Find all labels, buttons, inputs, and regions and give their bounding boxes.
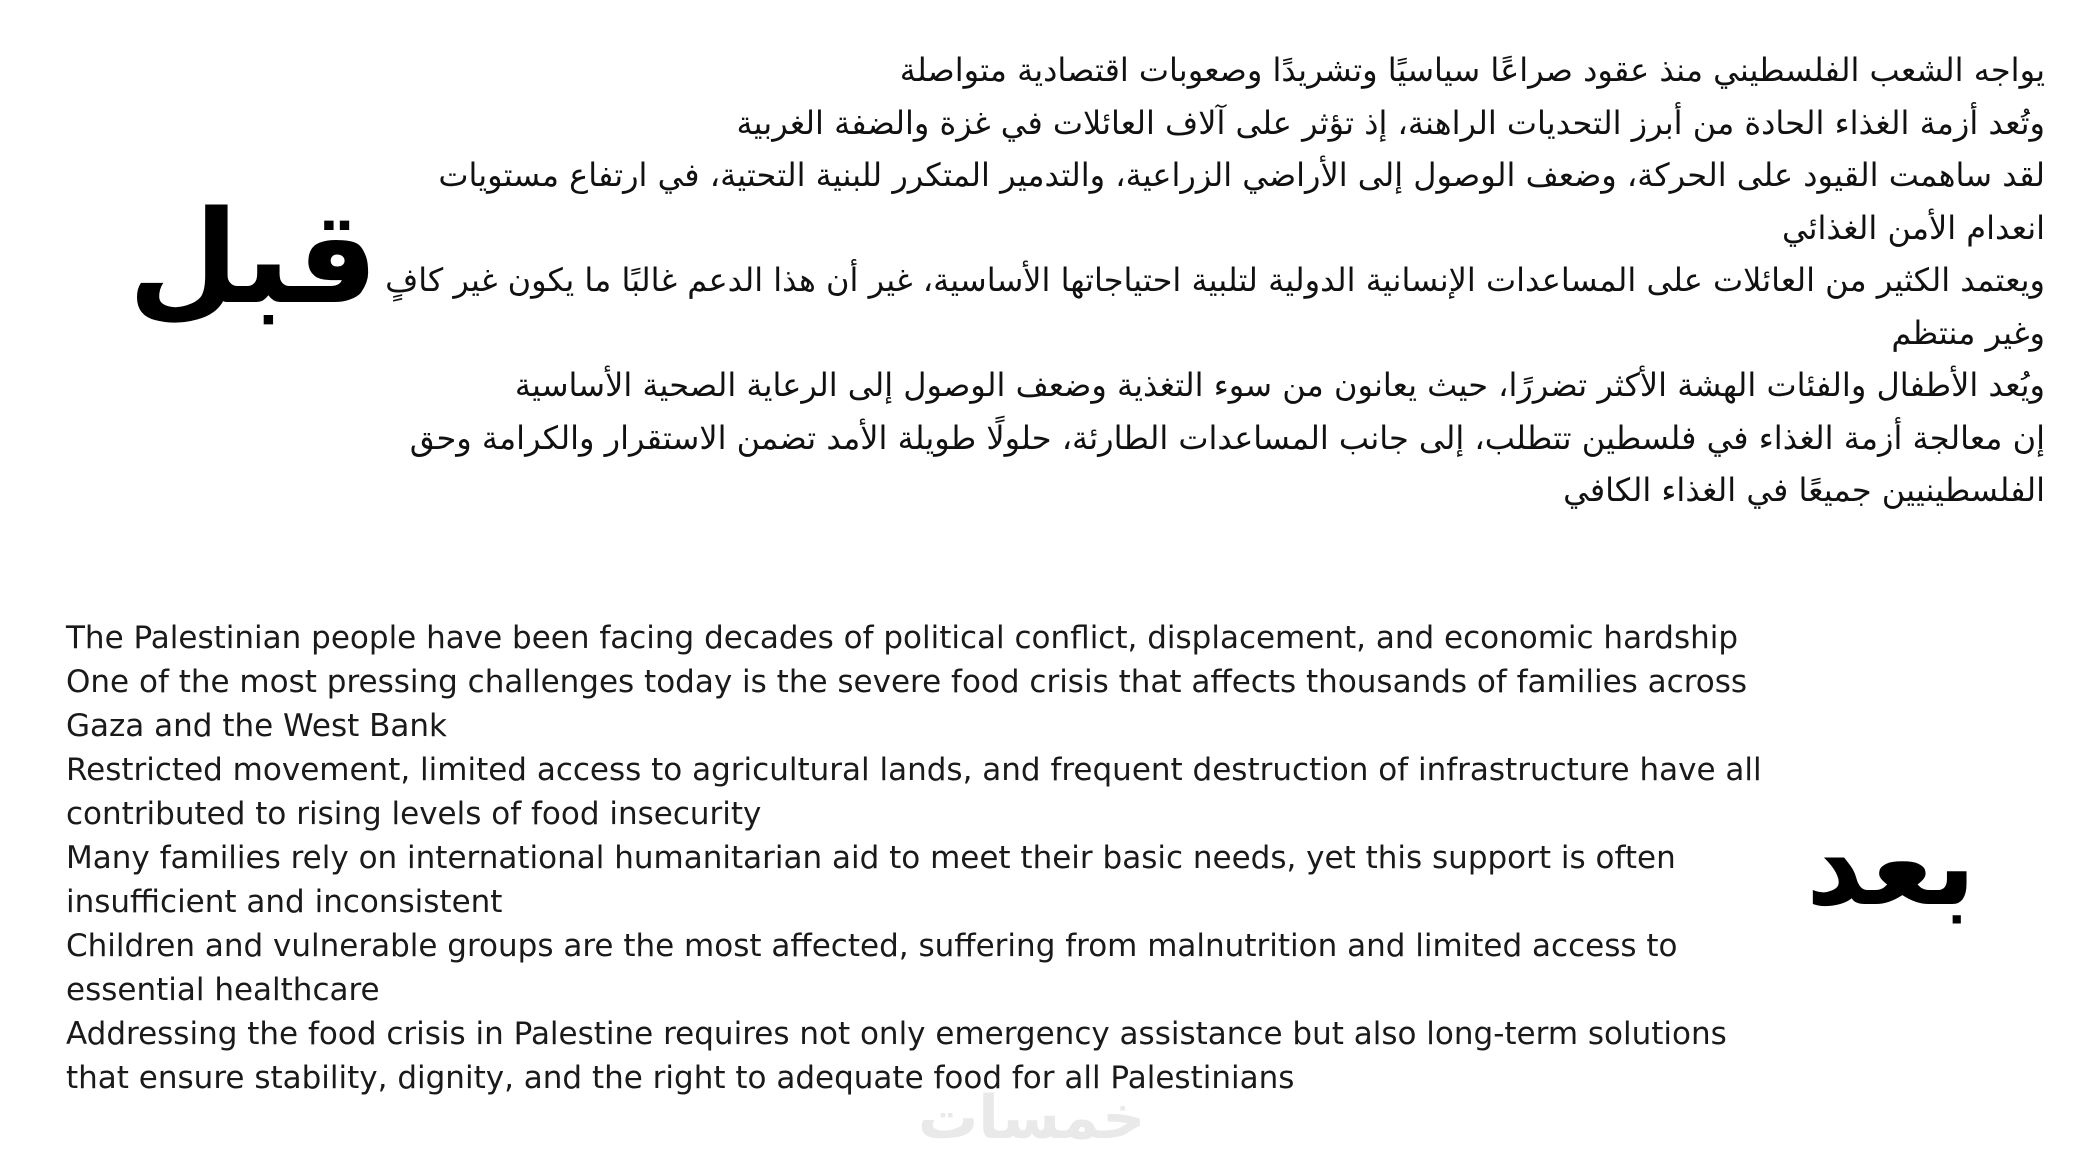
arabic-paragraph: ويُعد الأطفال والفئات الهشة الأكثر تضررًا، حيث يعانون من سوء التغذية وضعف الوصول إلى الرعاية الصحية الأساسية: [514, 366, 2045, 404]
english-paragraph: Many families rely on international humanitarian aid to meet their basic needs, yet this support is often insufficient and inconsistent: [66, 840, 1676, 920]
arabic-text-block: [350, 44, 2045, 517]
before-label: قبل: [128, 184, 379, 333]
watermark-logo: خمسات: [918, 1083, 1146, 1153]
arabic-paragraph: ويعتمد الكثير من العائلات على المساعدات الإنسانية الدولية لتلبية احتياجاتها الأساسية، غير أن هذا الدعم غالبًا ما يكون غير كافٍ وغير منتظم: [385, 261, 2045, 352]
arabic-paragraph: يواجه الشعب الفلسطيني منذ عقود صراعًا سياسيًا وتشريدًا وصعوبات اقتصادية متواصلة: [899, 51, 2045, 89]
english-paragraph: Addressing the food crisis in Palestine requires not only emergency assistance but also long-term solutions that ensure stability, dignity, and the right to adequate food for all Palestinians: [66, 1016, 1727, 1096]
arabic-paragraph: إن معالجة أزمة الغذاء في فلسطين تتطلب، إلى جانب المساعدات الطارئة، حلولًا طويلة الأمد تضمن الاستقرار والكرامة وحق الفلسطينيين جميعًا في الغذاء الكافي: [409, 418, 2045, 509]
arabic-paragraph: لقد ساهمت القيود على الحركة، وضعف الوصول إلى الأراضي الزراعية، والتدمير المتكرر للبنية التحتية، في ارتفاع مستويات انعدام الأمن الغذائي: [438, 156, 2045, 247]
english-paragraph: One of the most pressing challenges today is the severe food crisis that affects thousands of families across Gaza and the West Bank: [66, 664, 1748, 744]
arabic-paragraph: وتُعد أزمة الغذاء الحادة من أبرز التحديات الراهنة، إذ تؤثر على آلاف العائلات في غزة والضفة الغربية: [736, 103, 2045, 142]
english-paragraph: Restricted movement, limited access to agricultural lands, and frequent destruction of infrastructure have all contributed to rising levels of food insecurity: [66, 752, 1762, 832]
english-text-block: [66, 616, 1786, 1100]
after-label: بعد: [1806, 801, 1976, 931]
english-paragraph: Children and vulnerable groups are the most affected, suffering from malnutrition and limited access to essential healthcare: [66, 928, 1678, 1008]
english-paragraph: The Palestinian people have been facing decades of political conflict, displacement, and economic hardship: [66, 620, 1739, 656]
